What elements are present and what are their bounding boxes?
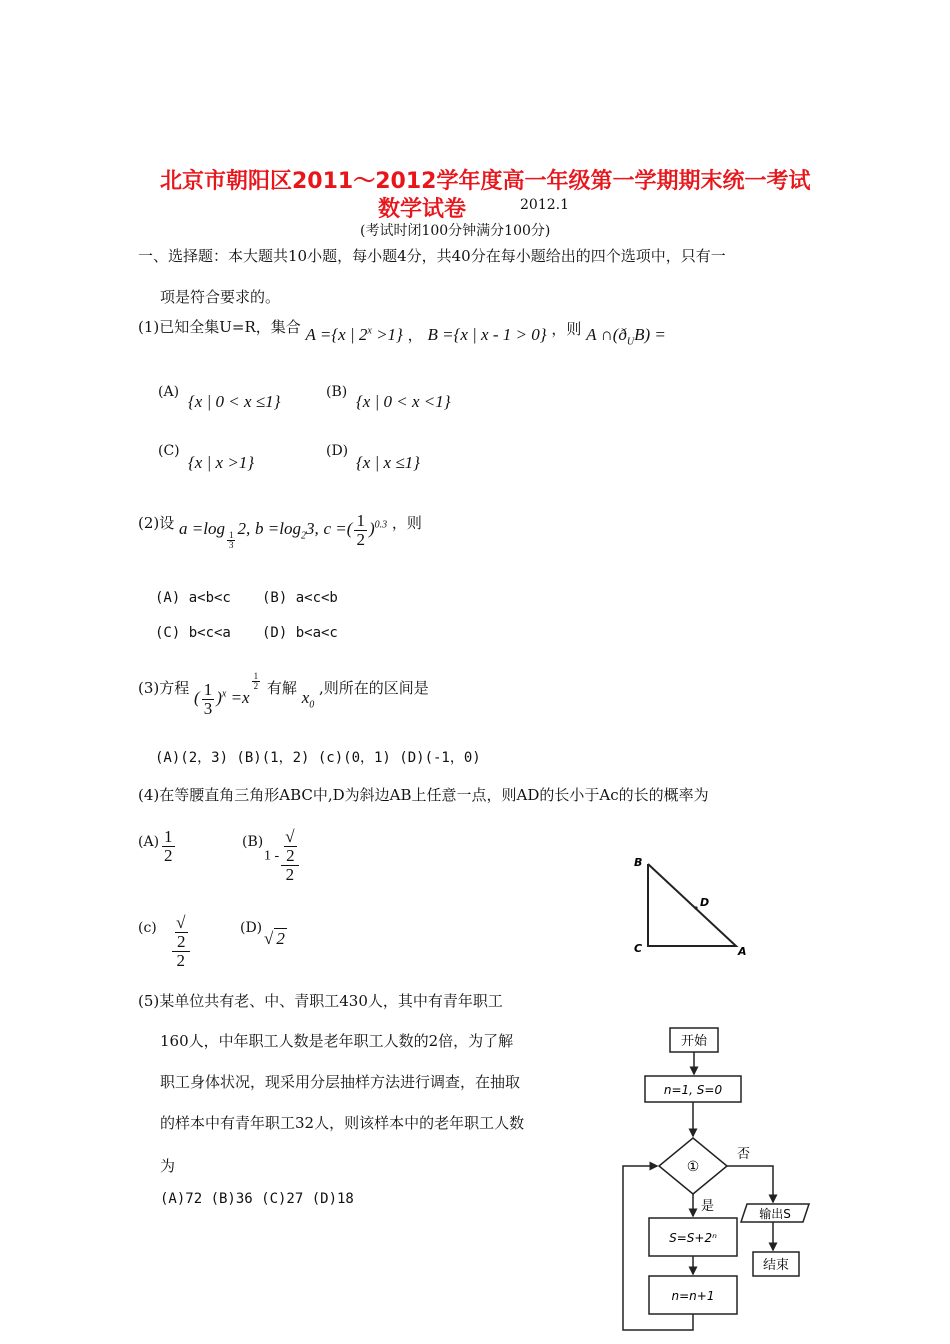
increment-label: n=n+1 — [671, 1289, 715, 1303]
q1-sep2: ，则 — [551, 320, 582, 338]
q3-options: (A)(2，3) (B)(1，2) (c)(0，1) (D)(-1，0) — [155, 750, 481, 766]
triangle-figure — [628, 852, 758, 958]
question-5-line2: 160人，中年职工人数是老年职工人数的2倍，为了解 — [160, 1032, 514, 1050]
point-d-label: D — [700, 896, 710, 909]
q2-option-b: (B) a<c<b — [262, 590, 338, 606]
q2-option-d: (D) b<a<c — [262, 625, 338, 641]
q3-mid: 有解 — [266, 679, 297, 698]
init-label: n=1, S=0 — [663, 1083, 723, 1097]
q4-option-b: 1 - √ 2 2 — [264, 828, 301, 884]
q3-suffix: ,则所在的区间是 — [319, 679, 429, 698]
q4-option-c-label: (c) — [138, 920, 157, 936]
vertex-b-label: B — [634, 856, 643, 869]
q4-option-a: $\frac{1}{2}$ — [164, 827, 173, 865]
q1-sep1: ， — [407, 326, 423, 344]
section-heading: 一、选择题：本大题共10小题，每小题4分，共40分在每小题给出的四个选项中，只有一 — [138, 247, 726, 265]
question-4: (4)在等腰直角三角形ABC中,D为斜边AB上任意一点，则AD的长小于Ac的长的概率为 — [138, 786, 709, 804]
output-label: 输出S — [759, 1207, 791, 1221]
q3-equation: ( $\frac{1}{3}$ )$^x$ =x $\frac{1}{2}$ — [194, 671, 259, 719]
question-3 — [138, 672, 429, 718]
exam-date: 2012.1 — [520, 197, 569, 213]
q1-prefix: (1)已知全集U=R，集合 — [138, 318, 301, 336]
q2-expr-b: $b =\log_23$, — [255, 519, 319, 542]
q1-set-b: B ={x | x - 1 > 0} — [427, 325, 547, 344]
q1-option-c: {x | x >1} — [188, 453, 255, 472]
q2-prefix: (2)设 — [138, 514, 175, 533]
q4-option-d: √ 2 — [264, 929, 285, 948]
q1-option-b: {x | 0 < x <1} — [356, 392, 451, 411]
q1-option-a-label: (A) — [158, 384, 180, 400]
question-5-line3: 职工身体状况，现采用分层抽样方法进行调查，在抽取 — [160, 1073, 521, 1091]
q2-option-a: (A) a<b<c — [155, 590, 231, 606]
q1-option-b-label: (B) — [326, 384, 348, 400]
condition-label: ① — [686, 1159, 700, 1175]
q3-prefix: (3)方程 — [138, 679, 190, 698]
q3-root: $x_0$ — [301, 688, 315, 711]
question-5-line1: (5)某单位共有老、中、青职工430人，其中有青年职工 — [138, 992, 503, 1010]
question-5-line5: 为 — [160, 1157, 176, 1175]
update-label: S=S+2ⁿ — [669, 1231, 717, 1245]
q1-set-a: A ={x | $2^x >1$} — [305, 325, 403, 344]
section-heading-cont: 项是符合要求的。 — [160, 288, 281, 306]
q1-expr: A $\cap(ð_UB)$ = — [586, 325, 666, 348]
vertex-c-label: C — [634, 942, 643, 955]
q2-suffix: ，则 — [391, 514, 422, 533]
q2-option-c: (C) b<c<a — [155, 625, 231, 641]
q1-option-d-label: (D) — [326, 443, 349, 459]
q2-expr-a: a =log $\frac{1}{3}$ 2, — [179, 519, 251, 551]
q2-expr-c: c =( $\frac{1}{2}$ )$^{0.3}$ — [323, 511, 388, 549]
exam-info: (考试时闭100分钟满分100分) — [360, 223, 551, 239]
q4-option-c: √ 2 2 — [170, 914, 192, 970]
end-label: 结束 — [762, 1258, 790, 1273]
q1-option-a: {x | 0 < x ≤1} — [188, 392, 281, 411]
q4-option-d-label: (D) — [240, 920, 263, 936]
exam-subtitle: 数学试卷 — [378, 197, 467, 222]
vertex-a-label: A — [738, 945, 747, 958]
question-1 — [138, 318, 666, 348]
q4-option-a-label: (A) — [138, 834, 160, 850]
no-label: 否 — [737, 1147, 751, 1162]
question-2 — [138, 512, 422, 551]
yes-label: 是 — [701, 1199, 715, 1214]
question-5-line4: 的样本中有青年职工32人，则该样本中的老年职工人数 — [160, 1114, 525, 1132]
q1-option-c-label: (C) — [158, 443, 180, 459]
q4-option-b-label: (B) — [242, 834, 264, 850]
flowchart — [615, 1018, 815, 1338]
start-label: 开始 — [680, 1034, 708, 1049]
q1-option-d: {x | x ≤1} — [356, 453, 420, 472]
exam-title: 北京市朝阳区2011～2012学年度高一年级第一学期期末统一考试 — [160, 169, 811, 194]
q5-options: (A)72 (B)36 (C)27 (D)18 — [160, 1191, 354, 1207]
